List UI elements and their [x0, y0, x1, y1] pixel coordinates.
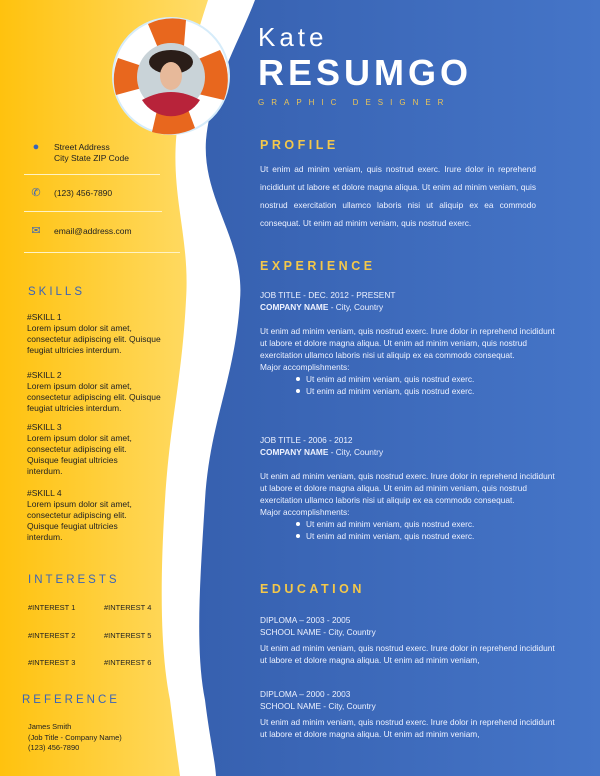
text: JOB TITLE - DEC. 2012 - PRESENT [260, 290, 396, 300]
interest-item: #INTEREST 6 [104, 658, 152, 667]
text: SCHOOL NAME - City, Country [260, 627, 376, 637]
text: (123) 456-7890 [28, 743, 80, 752]
text: #SKILL 3 [27, 422, 62, 432]
skill-item [27, 312, 177, 356]
reference-heading: REFERENCE [22, 694, 120, 706]
text: COMPANY NAME [260, 302, 329, 312]
first-name: Kate [258, 22, 328, 52]
phone-icon: ✆ [31, 187, 41, 199]
divider [24, 174, 160, 175]
experience-heading: EXPERIENCE [260, 259, 376, 273]
contact-phone [30, 188, 112, 200]
skill-item [27, 488, 147, 543]
text: Ut enim ad minim veniam, quis nostrud exerc. [306, 530, 560, 542]
reference-details [28, 722, 122, 754]
text: (Job Title - Company Name) [28, 732, 122, 742]
address-line-1: Street Address [54, 142, 110, 152]
text: SCHOOL NAME - City, Country [260, 701, 376, 711]
skill-item [27, 370, 177, 414]
text: Ut enim ad minim veniam, quis nostrud exerc. [306, 385, 560, 397]
text: Ut enim ad minim veniam, quis nostrud exerc. Irure dolor in reprehend incididunt ut labore et dolore magna aliqua. Ut enim ad minim veniam, [260, 717, 555, 739]
education-entry [260, 614, 560, 666]
interest-item: #INTEREST 2 [28, 631, 76, 640]
job-title: GRAPHIC DESIGNER [258, 98, 451, 107]
profile-text: Ut enim ad minim veniam, quis nostrud exerc. Irure dolor in reprehend incididunt ut labore et dolore magna aliqua. Ut enim ad minim veniam, quis nostrud exercitation ullamco laboris nisi ut aliquip ex ea commodo consequat. Ut enim ad minim veniam, quis nostrud exerc. [260, 164, 536, 228]
education-heading: EDUCATION [260, 582, 365, 596]
text: - City, Country [328, 447, 384, 457]
text: Ut enim ad minim veniam, quis nostrud exerc. [306, 373, 560, 385]
text: COMPANY NAME [260, 447, 329, 457]
text: JOB TITLE - 2006 - 2012 [260, 435, 353, 445]
text: Lorem ipsum dolor sit amet, consectetur adipiscing elit. Quisque feugiat ultricies interdum. [27, 499, 132, 542]
text: Lorem ipsum dolor sit amet, consectetur adipiscing elit. Quisque feugiat ultricies interdum. [27, 381, 161, 413]
text: DIPLOMA – 2003 - 2005 [260, 615, 351, 625]
divider [24, 211, 162, 212]
job-entry [260, 434, 560, 542]
contact-email [30, 226, 132, 238]
text: Lorem ipsum dolor sit amet, consectetur adipiscing elit. Quisque feugiat ultricies interdum. [27, 323, 161, 355]
interest-item: #INTEREST 1 [28, 603, 76, 612]
contact-address [30, 142, 129, 164]
interest-item: #INTEREST 3 [28, 658, 76, 667]
text: - City, Country [328, 302, 384, 312]
skills-heading: SKILLS [28, 286, 85, 298]
interests-heading: INTERESTS [28, 574, 120, 586]
text: DIPLOMA – 2000 - 2003 [260, 689, 351, 699]
divider [24, 252, 180, 253]
text: Ut enim ad minim veniam, quis nostrud exerc. [306, 518, 560, 530]
lifebuoy-photo [113, 18, 229, 134]
job-entry [260, 289, 560, 397]
education-entry [260, 688, 560, 740]
text: Ut enim ad minim veniam, quis nostrud exerc. Irure dolor in reprehend incididunt ut labore et dolore magna aliqua. Ut enim ad minim veniam, quis nostrud exercitation ullamco laboris nisi ut aliquip ex ea commodo consequat. [260, 471, 555, 505]
text: Major accomplishments: [260, 362, 350, 372]
location-pin-icon: ● [32, 141, 40, 153]
interest-item: #INTEREST 4 [104, 603, 152, 612]
profile-heading: PROFILE [260, 138, 339, 152]
phone-text: (123) 456-7890 [54, 188, 113, 198]
last-name: RESUMGO [258, 52, 473, 93]
email-icon: ✉ [31, 225, 41, 237]
address-line-2: City State ZIP Code [54, 153, 129, 163]
text: Ut enim ad minim veniam, quis nostrud exerc. Irure dolor in reprehend incididunt ut labore et dolore magna aliqua. Ut enim ad minim veniam, quis nostrud exercitation ullamco laboris nisi ut aliquip ex ea commodo consequat. [260, 326, 555, 360]
text: #SKILL 2 [27, 370, 62, 380]
text: Major accomplishments: [260, 507, 350, 517]
text: #SKILL 1 [27, 312, 62, 322]
text: Ut enim ad minim veniam, quis nostrud exerc. Irure dolor in reprehend incididunt ut labore et dolore magna aliqua. Ut enim ad minim veniam, [260, 643, 555, 665]
text: Lorem ipsum dolor sit amet, consectetur adipiscing elit. Quisque feugiat ultricies interdum. [27, 433, 132, 476]
skill-item [27, 422, 147, 477]
text: James Smith [28, 722, 72, 731]
interest-item: #INTEREST 5 [104, 631, 152, 640]
text: #SKILL 4 [27, 488, 62, 498]
email-text: email@address.com [54, 226, 132, 236]
